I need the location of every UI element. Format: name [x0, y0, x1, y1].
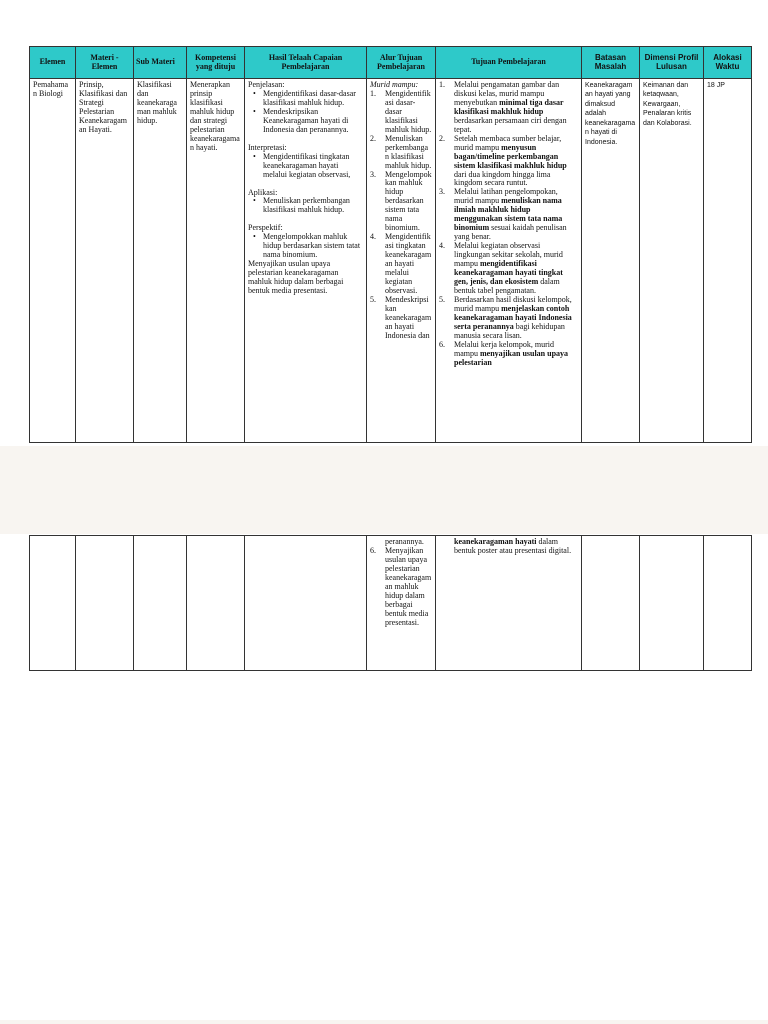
- cell-tujuan-cont: [436, 536, 582, 671]
- header-kompetensi: Kompetensi yang dituju: [187, 47, 245, 79]
- telaah-penjelasan-list: [248, 90, 363, 135]
- alur-list: [370, 90, 432, 341]
- cell-batasan-cont: [582, 536, 640, 671]
- table-row: [30, 536, 752, 671]
- lesson-plan-table-page2: [29, 535, 752, 671]
- header-elemen: Elemen: [30, 47, 76, 79]
- list-item: 2. Menuliskan perkembangan klasifikasi mahluk hidup.: [370, 133, 432, 170]
- header-tujuan: Tujuan Pembelajaran: [436, 47, 582, 79]
- list-item: 6. Melalui kerja kelompok, murid mampu menyajikan usulan upaya pelestarian: [439, 339, 569, 367]
- cell-alur-cont: [367, 536, 436, 671]
- list-item: • Mengelompokkan mahluk hidup berdasarkan sistem tatat nama binomium.: [263, 233, 363, 260]
- list-item: • Mendeskripsikan Keanekaragaman hayati di Indonesia dan peranannya.: [263, 108, 363, 135]
- telaah-aplikasi-title: Aplikasi:: [248, 187, 278, 197]
- header-alur: Alur Tujuan Pembelajaran: [367, 47, 436, 79]
- cell-alokasi: 18 JP: [704, 79, 752, 443]
- telaah-interpretasi-list: [248, 153, 363, 180]
- telaah-aplikasi-list: [248, 197, 363, 215]
- cell-alur: [367, 79, 436, 443]
- cell-sub-materi: Klasifikasi dan keanekaragaman mahluk hidup.: [134, 79, 187, 443]
- telaah-perspektif-list: [248, 233, 363, 260]
- cell-kompetensi: Menerapkan prinsip klasifikasi mahluk hidup dan strategi pelestarian keanekaragaman hayati.: [187, 79, 245, 443]
- list-item: 4. Mengidentifikasi tingkatan keanekaragaman hayati melalui kegiatan observasi.: [370, 232, 432, 295]
- list-item: 4. Melalui kegiatan observasi lingkungan sekitar sekolah, murid mampu mengidentifikasi keanekaragaman hayati tingkat gen, jenis, dan ekosistem dalam bentuk tabel pengamatan.: [439, 241, 563, 295]
- list-item: 1. Melalui pengamatan gambar dan diskusi kelas, murid mampu menyebutkan minimal tiga dasar klasifikasi makhluk hidup berdasarkan persamaan ciri dengan tepat.: [439, 80, 567, 134]
- cell-materi-cont: [76, 536, 134, 671]
- page-gap-top: [0, 0, 768, 46]
- cell-sub-materi-cont: [134, 536, 187, 671]
- telaah-interpretasi-title: Interpretasi:: [248, 142, 287, 152]
- list-item: 5. Berdasarkan hasil diskusi kelompok, murid mampu menjelaskan contoh keanekaragaman hayati Indonesia serta peranannya bagi kehidupan manusia secara lisan.: [439, 294, 572, 340]
- list-item: peranannya.: [385, 537, 424, 546]
- list-item: • Menuliskan perkembangan klasifikasi mahluk hidup.: [263, 197, 363, 215]
- list-item: keanekaragaman hayati dalam bentuk poster atau presentasi digital.: [454, 537, 572, 555]
- cell-telaah-cont: [245, 536, 367, 671]
- list-item: 3. Melalui latihan pengelompokan, murid mampu menuliskan nama ilmiah makhluk hidup menggunakan sistem tata nama binomium sesuai kaidah penulisan yang benar.: [439, 187, 567, 242]
- list-item: 6. Menyajikan usulan upaya pelestarian keanekaragaman mahluk hidup dalam berbagai bentuk media presentasi.: [370, 545, 432, 627]
- list-item: 3. Mengelompokkan mahluk hidup berdasarkan sistem tata nama binomium.: [370, 169, 432, 233]
- telaah-extra: Menyajikan usulan upaya pelestarian keanekaragaman mahluk hidup dalam berbagai bentuk media presentasi.: [248, 259, 344, 296]
- tujuan-list: [439, 81, 578, 368]
- page-gap: [0, 446, 768, 534]
- cell-tujuan: [436, 79, 582, 443]
- cell-dimensi-cont: [640, 536, 704, 671]
- cell-elemen: Pemahaman Biologi: [30, 79, 76, 443]
- header-alokasi: Alokasi Waktu: [704, 47, 752, 79]
- header-batasan: Batasan Masalah: [582, 47, 640, 79]
- telaah-perspektif-title: Perspektif:: [248, 223, 283, 233]
- cell-elemen-cont: [30, 536, 76, 671]
- list-item: • Mengidentifikasi dasar-dasar klasifikasi mahluk hidup.: [263, 90, 363, 108]
- header-telaah: Hasil Telaah Capaian Pembelajaran: [245, 47, 367, 79]
- header-row: [30, 47, 752, 79]
- cell-batasan: Keanekaragaman hayati yang dimaksud adalah keanekaragaman hayati di Indonesia.: [582, 79, 640, 443]
- cell-materi: Prinsip, Klasifikasi dan Strategi Pelestarian Keanekaragaman Hayati.: [76, 79, 134, 443]
- cell-telaah: [245, 79, 367, 443]
- telaah-penjelasan-title: Penjelasan:: [248, 80, 285, 89]
- list-item: • Mengidentifikasi tingkatan keanekaragaman hayati melalui kegiatan observasi,: [263, 153, 363, 180]
- header-sub-materi: Sub Materi: [134, 47, 187, 79]
- header-materi: Materi - Elemen: [76, 47, 134, 79]
- list-item: 2. Setelah membaca sumber belajar, murid mampu menyusun bagan/timeline perkembangan sistem klasifikasi makhluk hidup dari dua kingdom hingga lima kingdom secara runtut.: [439, 133, 567, 188]
- cell-alokasi-cont: [704, 536, 752, 671]
- list-item: 5. Mendeskripsikan keanekaragaman hayati Indonesia dan: [370, 294, 432, 340]
- cell-kompetensi-cont: [187, 536, 245, 671]
- alur-list-cont: [370, 538, 432, 628]
- list-item: 1. Mengidentifikasi dasar-dasar klasifikasi mahluk hidup.: [370, 88, 432, 134]
- page-gap-bottom: [0, 1020, 768, 1024]
- header-dimensi: Dimensi Profil Lulusan: [640, 47, 704, 79]
- lesson-plan-table-page1: [29, 46, 752, 443]
- cell-dimensi: Keimanan dan ketaqwaan, Kewargaan, Penalaran kritis dan Kolaborasi.: [640, 79, 704, 443]
- alur-intro: Murid mampu:: [370, 80, 419, 89]
- table-row: [30, 79, 752, 443]
- tujuan-list-cont: [439, 538, 578, 556]
